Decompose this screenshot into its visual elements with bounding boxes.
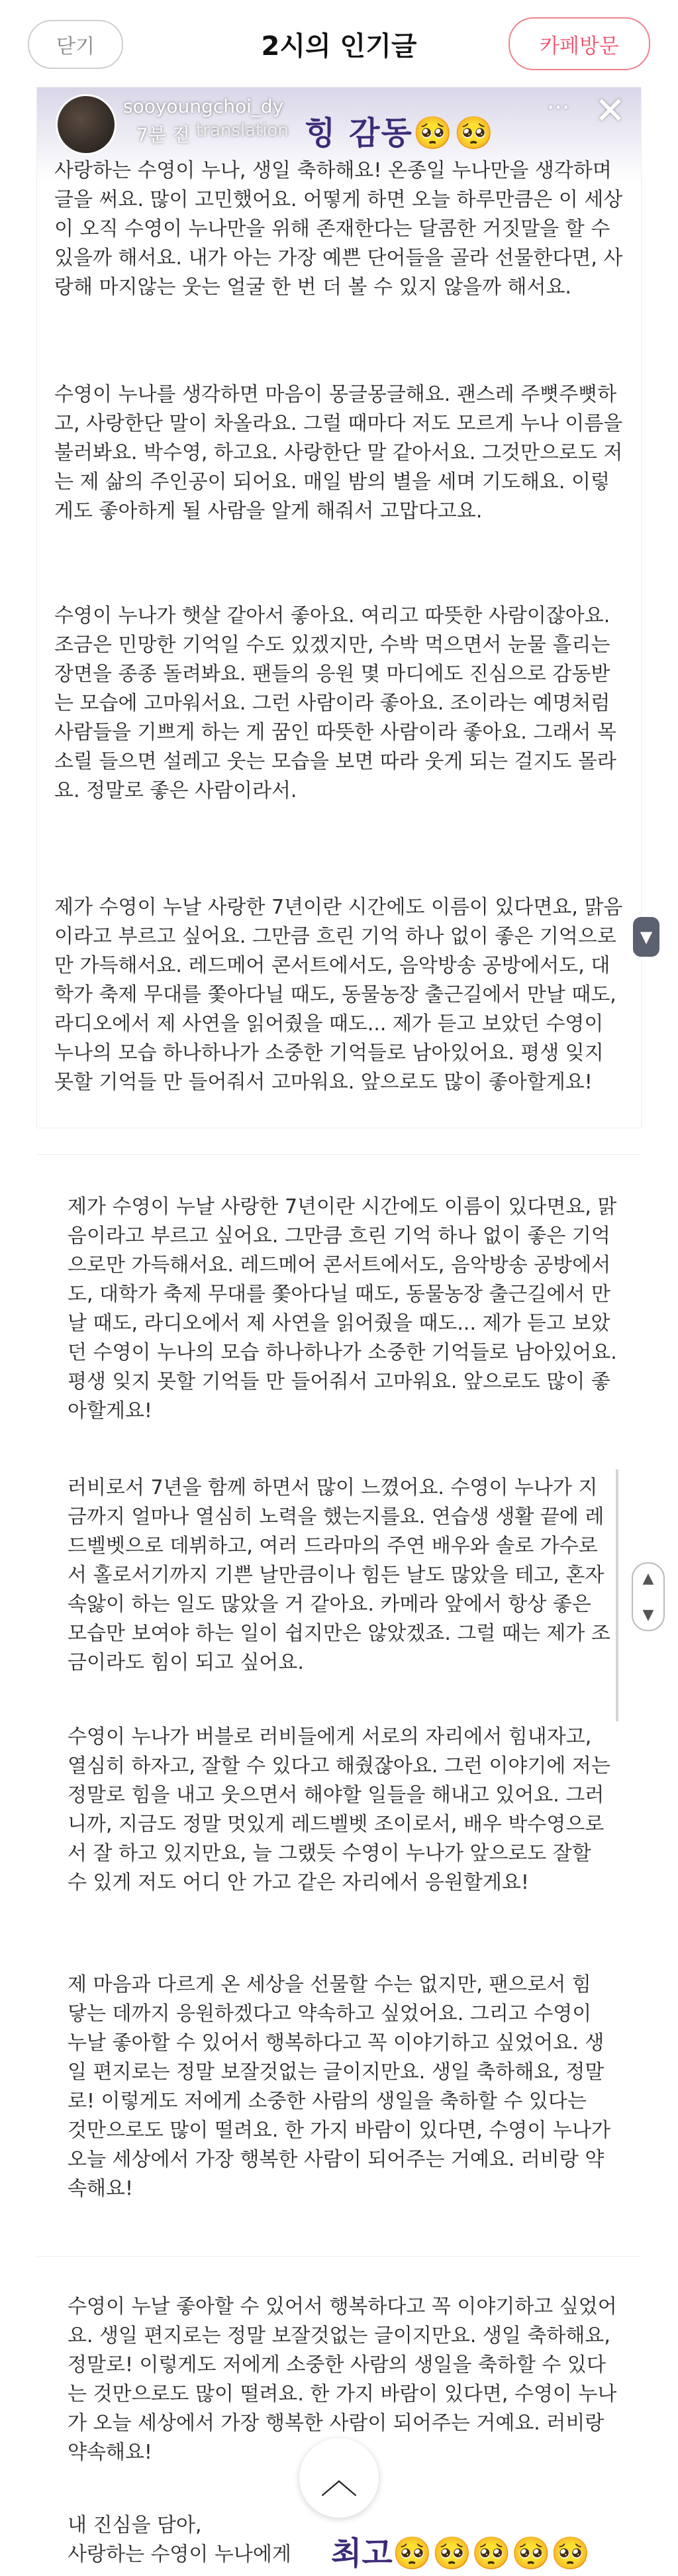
story-username: sooyoungchoi_dy — [123, 95, 284, 117]
letter-paragraph: 러비로서 7년을 함께 하면서 많이 느꼈어요. 수영이 누나가 지금까지 얼마나 열심히 노력을 했는지를요. 연습생 생활 끝에 레드벨벳으로 데뷔하고, 여러 드라마의 주연 배우와 솔로 가수로서 홀로서기까지 기쁜 날만큼이나 힘든 날도 많았을 테고, 혼자 속앓이 하는 일도 많았을 거 같아요. 카메라 앞에서 항상 좋은 모습만 보여야 하는 일이 쉽지만은 않았겠죠. 그럴 때는 제가 조금이라도 힘이 되고 싶어요. — [68, 1476, 610, 1674]
chevron-down-icon[interactable]: ▼ — [633, 917, 659, 957]
scroll-to-top-button[interactable]: ︿ — [299, 2438, 379, 2518]
story-caption: 힝 감동🥺🥺 — [305, 115, 495, 152]
letter-paragraph: 제가 수영이 누날 사랑한 7년이란 시간에도 이름이 있다면요, 맑음이라고 부르고 싶어요. 그만큼 흐린 기억 하나 없이 좋은 기억으로만 가득해서요. 레드메어 콘서트에서도, 음악방송 공방에서도, 대학가 축제 무대를 쫓아다닐 때도, 동물농장 출근길에서 만날 때도, 라디오에서 제 사연을 읽어줬을 때도... 제가 듣고 보았던 수영이 누나의 모습 하나하나가 소중한 기억들로 남아있어요. 평생 잊지 못할 기억들 만 들어줘서 고마워요. 앞으로도 많이 좋아할게요! — [54, 896, 623, 1094]
letter-paragraph: 제 마음과 다르게 온 세상을 선물할 수는 없지만, 팬으로서 힘 닿는 데까지 응원하겠다고 약속하고 싶었어요. 그리고 수영이 누날 좋아할 수 있어서 행복하다고 꼭 이야기하고 싶었어요. 생일 편지로는 정말 보잘것없는 글이지만요. 생일 축하해요, 정말로! 이렇게도 저에게 소중한 사람의 생일을 축하할 수 있다는 것만으로도 많이 떨려요. 한 가지 바람이 있다면, 수영이 누나가 오늘 세상에서 가장 행복한 사람이 되어주는 거예요. 러비랑 약속해요! — [68, 1973, 610, 2200]
avatar — [56, 94, 117, 155]
scrollbar-track — [616, 1470, 618, 1721]
top-bar — [0, 0, 678, 86]
page-title: 2시의 인기글 — [261, 31, 417, 62]
close-icon: ✕ — [595, 89, 626, 133]
story-translation: translation — [196, 121, 289, 140]
chevron-down-icon: ▼ — [642, 1607, 654, 1623]
letter-paragraph: 수영이 누나를 생각하면 마음이 몽글몽글해요. 괜스레 주뼛주뼛하고, 사랑한단 말이 차올라요. 그럴 때마다 저도 모르게 누나 이름을 불러봐요. 박수영, 하고요. 사랑한단 말 같아서요. 그것만으로도 저는 제 삶의 주인공이 되어요. 매일 밤의 별을 세며 기도해요. 이렇게도 좋아하게 될 사람을 알게 해줘서 고맙다고요. — [54, 383, 623, 523]
scroll-handle[interactable] — [632, 1562, 665, 1631]
story-time: 7분 전 — [136, 124, 190, 146]
close-button[interactable]: 닫기 — [28, 20, 123, 69]
letter-closing: 내 진심을 담아, 사랑하는 수영이 누나에게 — [68, 2514, 291, 2566]
chevron-up-icon: ▲ — [642, 1570, 654, 1587]
letter-paragraph: 수영이 누날 좋아할 수 있어서 행복하다고 꼭 이야기하고 싶었어요. 생일 편지로는 정말 보잘것없는 글이지만요. 생일 축하해요, 정말로! 이렇게도 저에게 소중한 사람의 생일을 축하할 수 있다는 것만으로도 많이 떨려요. 한 가지 바람이 있다면, 수영이 누나가 오늘 세상에서 가장 행복한 사람이 되어주는 거예요. 러비랑 약속해요! — [68, 2295, 617, 2464]
letter-paragraph: 제가 수영이 누날 사랑한 7년이란 시간에도 이름이 있다면요, 맑음이라고 부르고 싶어요. 그만큼 흐린 기억 하나 없이 좋은 기억으로만 가득해서요. 레드메어 콘서트에서도, 음악방송 공방에서도, 대학가 축제 무대를 쫓아다닐 때도, 동물농장 출근길에서 만날 때도, 라디오에서 제 사연을 읽어줬을 때도... 제가 듣고 보았던 수영이 누나의 모습 하나하나가 소중한 기억들로 남아있어요. 평생 잊지 못할 기억들 만 들어줘서 고마워요. 앞으로도 많이 좋아할게요! — [68, 1195, 617, 1422]
letter-paragraph: 수영이 누나가 햇살 같아서 좋아요. 여리고 따뜻한 사람이잖아요. 조금은 민망한 기억일 수도 있겠지만, 수박 먹으면서 눈물 흘리는 장면을 종종 돌려봐요. 팬들의 응원 몇 마디에도 진심으로 감동받는 모습에 고마워서요. 그런 사람이라 좋아요. 조이라는 예명처럼 사람들을 기쁘게 하는 게 꿈인 따뜻한 사람이라 좋아요. 그래서 목소릴 들으면 설레고 웃는 모습을 보면 따라 웃게 되는 걸지도 몰라요. 정말로 좋은 사람이라서. — [54, 604, 616, 802]
panel-fade — [37, 1106, 641, 1128]
letter-paragraph: 사랑하는 수영이 누나, 생일 축하해요! 온종일 누나만을 생각하며 글을 써요. 많이 고민했어요. 어떻게 하면 오늘 하루만큼은 이 세상이 오직 수영이 누나만을 위해 존재한다는 달콤한 거짓말을 할 수 있을까 해서요. 내가 아는 가장 예쁜 단어들을 골라 선물한다면, 사랑해 마지않는 웃는 얼굴 한 번 더 볼 수 있지 않을까 해서요. — [54, 159, 623, 299]
more-icon: ··· — [547, 94, 570, 121]
visit-cafe-button[interactable]: 카페방문 — [508, 17, 650, 70]
letter-paragraph: 수영이 누나가 버블로 러비들에게 서로의 자리에서 힘내자고, 열심히 하자고, 잘할 수 있다고 해줬잖아요. 그런 이야기에 저는 정말로 힘을 내고 웃으면서 해야할 일들을 해내고 있어요. 그러니까, 지금도 정말 멋있게 레드벨벳 조이로서, 배우 박수영으로서 잘 하고 있지만요, 늘 그랬듯 수영이 누나가 앞으로도 잘할 수 있게 저도 어디 안 가고 같은 자리에서 응원할게요! — [68, 1725, 610, 1894]
bottom-caption: 최고🥺🥺🥺🥺🥺 — [331, 2535, 591, 2572]
